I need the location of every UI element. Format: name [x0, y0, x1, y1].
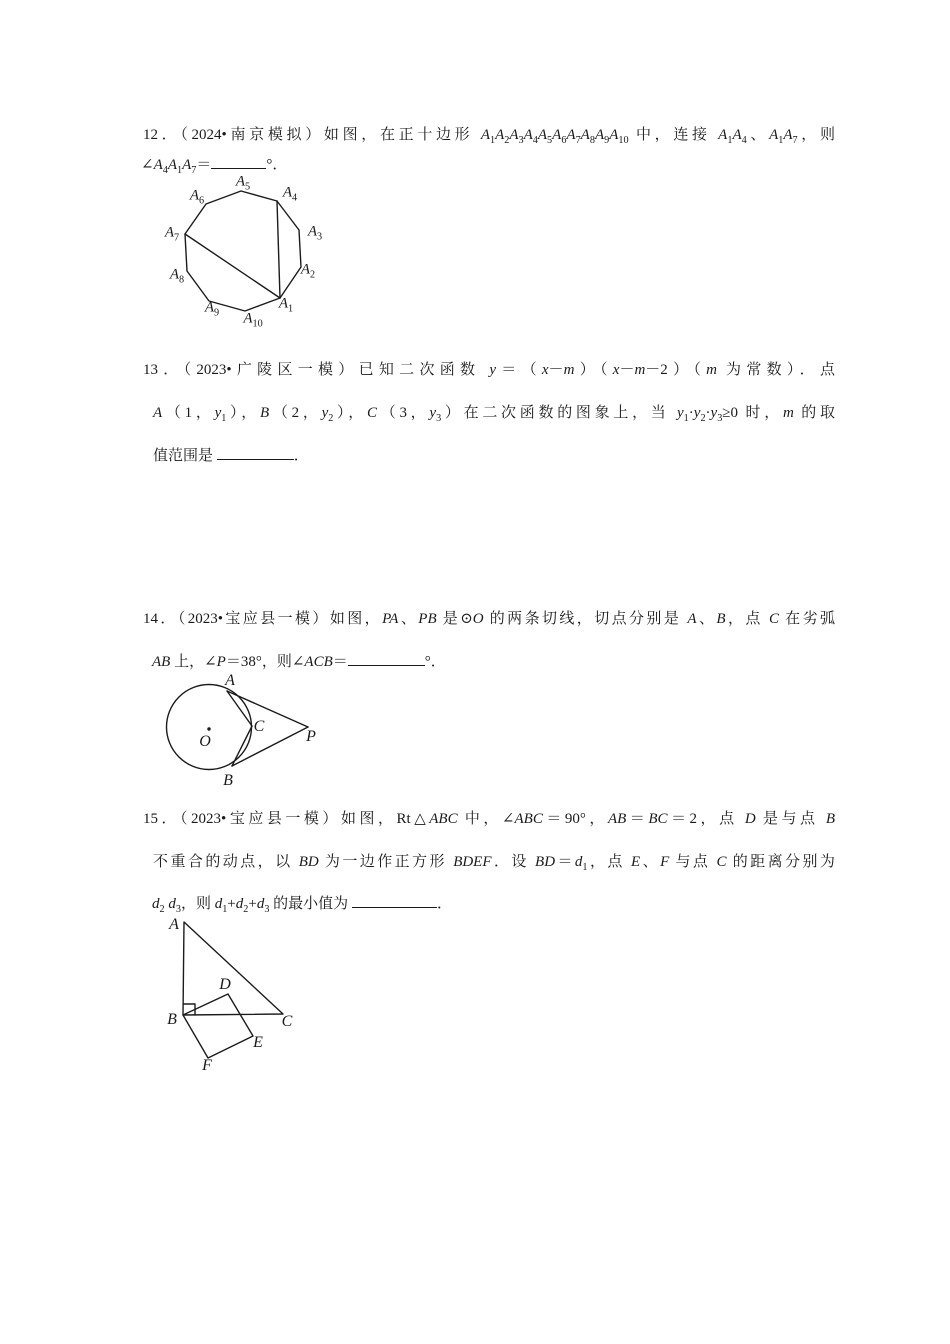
point-label-a: A: [225, 672, 235, 689]
point-label-b: B: [167, 1011, 177, 1028]
problem-13-line-1: 13．（2023•广陵区一模）已知二次函数 y＝（x－m）（x－m－2）（m 为常数）．点: [143, 362, 835, 378]
problem-15-line-2: 不重合的动点，以 BD 为一边作正方形 BDEF．设 $BD=d_1$，点 E、F 与点 C 的距离分别为: [153, 854, 835, 873]
vertex-label-a8: $A_8$: [169, 266, 185, 286]
point-label-c: C: [281, 1013, 293, 1030]
problem-13-line-3: 值范围是 ．: [153, 444, 835, 466]
figure-triangle-square: [148, 912, 318, 1077]
center-dot: [207, 727, 210, 730]
point-label-f: F: [202, 1057, 212, 1074]
point-label-a: A: [169, 916, 179, 933]
problem-15-line-3: $d_2$ $d_3$，则 $d_1+d_2+d_3$ 的最小值为 ．: [152, 892, 834, 914]
figure-circle-tangents: [150, 668, 335, 798]
vertex-label-a3: $A_3$: [307, 223, 323, 243]
decagon-diagonal-a1a4: [277, 201, 280, 298]
point-label-o: O: [199, 733, 211, 750]
chord-cb: [232, 726, 252, 766]
vertex-label-a7: $A_7$: [164, 224, 180, 244]
vertex-label-a5: $A_5$: [235, 173, 251, 193]
point-label-c: C: [253, 718, 265, 735]
point-label-p: P: [306, 728, 316, 745]
tangent-pb: [232, 727, 308, 766]
problem-12-line-1: 12．（2024•南京模拟）如图，在正十边形 $A_1A_2A_3A_4A_5A_6A_7A_8A_9A_{10}$ 中，连接 $A_1A_4$、$A_1A_7$，则: [143, 127, 835, 146]
decagon-outline: [185, 187, 301, 315]
problem-14-line-1: 14．（2023•宝应县一模）如图，PA、PB 是⊙O 的两条切线，切点分别是 A、B，点 C 在劣弧: [143, 611, 835, 627]
figure-decagon: [158, 172, 348, 334]
problem-12-line-2: $\angle A_4A_1A_7=$ °．: [141, 153, 833, 175]
vertex-label-a10: $A_{10}$: [243, 310, 263, 330]
problem-14-line-2: AB 上，∠P＝38°，则∠ACB＝ °．: [152, 650, 834, 672]
circle-shape: [167, 685, 252, 770]
vertex-label-a4: $A_4$: [282, 184, 298, 204]
vertex-label-a1: $A_1$: [278, 295, 294, 315]
vertex-label-a6: $A_6$: [189, 187, 205, 207]
point-label-b: B: [223, 772, 233, 789]
point-label-d: D: [219, 976, 231, 993]
problem-15-line-1: 15．（2023•宝应县一模）如图，Rt△ABC 中，∠ABC＝90°，AB＝BC＝2，点 D 是与点 B: [143, 811, 835, 827]
vertex-label-a9: $A_9$: [204, 299, 220, 319]
vertex-label-a2: $A_2$: [300, 261, 316, 281]
point-label-e: E: [253, 1034, 263, 1051]
problem-13-line-2: A（1，$y_1$），B（2，$y_2$），C（3，$y_3$）在二次函数的图象上，当 $y_1\cdot y_2\cdot y_3\ge 0$ 时，m 的取: [153, 405, 835, 424]
